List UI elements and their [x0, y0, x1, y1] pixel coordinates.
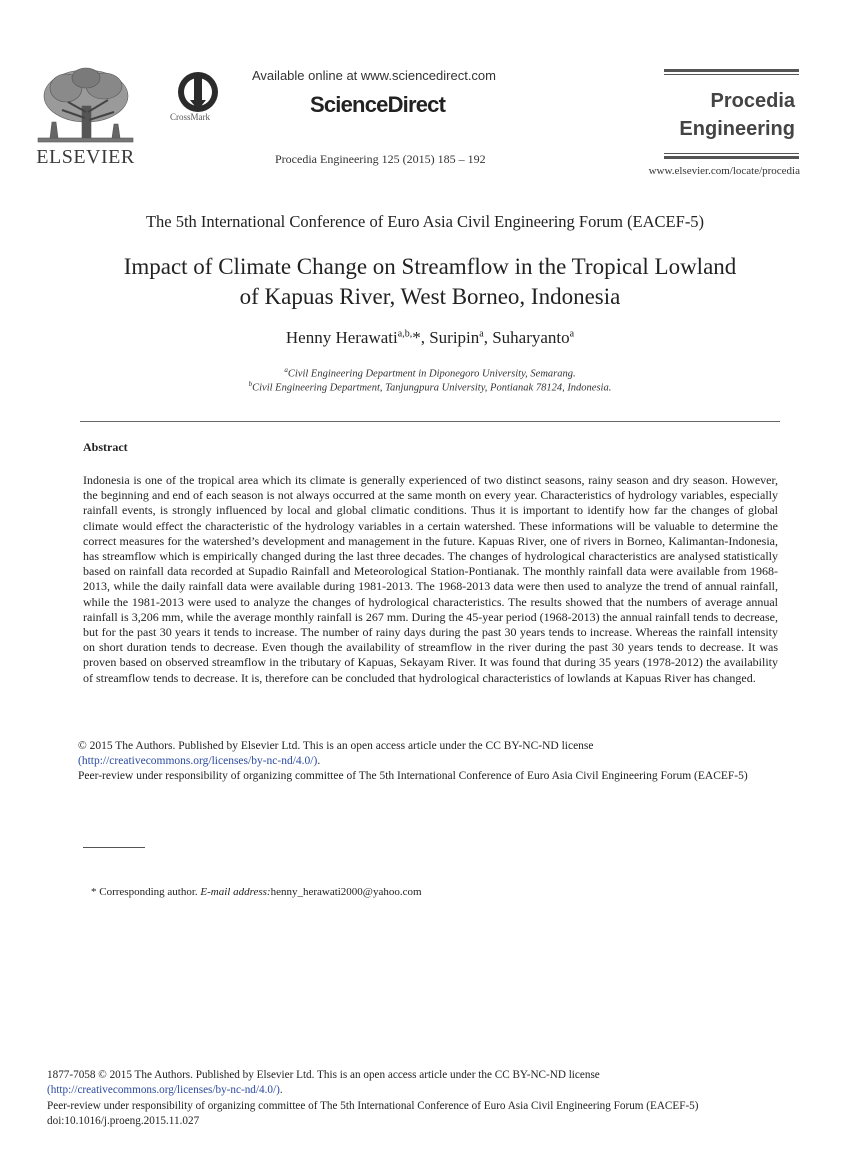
- corresponding-author-mark[interactable]: *: [412, 328, 421, 347]
- author-affiliation-mark: a: [479, 328, 484, 340]
- elsevier-logo[interactable]: [28, 66, 143, 166]
- conference-name: The 5th International Conference of Euro Asia Civil Engineering Forum (EACEF-5): [145, 212, 705, 231]
- doi-link[interactable]: doi:10.1016/j.proeng.2015.11.027: [47, 1114, 200, 1127]
- section-divider: [80, 421, 780, 422]
- publisher-name: ELSEVIER: [36, 146, 135, 168]
- footnote-prefix: * Corresponding author.: [91, 886, 201, 898]
- footer-license-text: 1877-7058 © 2015 The Authors. Published by Elsevier Ltd. This is an open access article under the CC BY-NC-ND license: [47, 1069, 600, 1081]
- paper-title: [60, 252, 800, 312]
- sciencedirect-logo[interactable]: ScienceDirect: [310, 92, 446, 117]
- journal-citation: Procedia Engineering 125 (2015) 185 – 192: [275, 152, 486, 166]
- crossmark-icon: [176, 70, 220, 114]
- page-footer: [47, 1068, 807, 1129]
- author-affiliation-mark: a,b,: [397, 328, 413, 340]
- license-link[interactable]: (http://creativecommons.org/licenses/by-nc-nd/4.0/): [78, 755, 318, 767]
- journal-name-line1: Procedia: [710, 90, 795, 112]
- license-link-end: .: [317, 755, 321, 767]
- footer-link-end: .: [279, 1084, 283, 1097]
- abstract-heading: Abstract: [83, 440, 128, 454]
- license-text: © 2015 The Authors. Published by Elsevier Ltd. This is an open access article under the CC BY-NC-ND license: [78, 740, 594, 752]
- footer-peer-review: Peer-review under responsibility of organizing committee of The 5th International Conference of Euro Asia Civil Engineering Forum (EACEF-5): [47, 1099, 699, 1112]
- author-name: , Suharyanto: [483, 328, 570, 347]
- footnote-divider: [83, 847, 145, 848]
- author-name: Henny Herawati: [285, 328, 398, 347]
- title-line-1: Impact of Climate Change on Streamflow in the Tropical Lowland: [123, 254, 737, 279]
- author-name: , Suripin: [420, 328, 480, 347]
- email-label: E-mail address:: [200, 886, 271, 898]
- email-link[interactable]: henny_herawati2000@yahoo.com: [270, 886, 422, 898]
- crossmark-badge[interactable]: [170, 70, 230, 126]
- available-online-text: Available online at www.sciencedirect.com: [252, 68, 496, 83]
- author-affiliation-mark: a: [569, 328, 575, 340]
- masthead-rule: [664, 153, 799, 154]
- affiliation-text: Civil Engineering Department in Diponegoro University, Semarang.: [287, 368, 576, 380]
- peer-review-text: Peer-review under responsibility of organizing committee of The 5th International Conference of Euro Asia Civil Engineering Forum (EACEF-5): [78, 770, 748, 782]
- footer-license-link[interactable]: (http://creativecommons.org/licenses/by-nc-nd/4.0/): [47, 1084, 280, 1097]
- journal-name-line2: Engineering: [679, 118, 795, 140]
- title-line-2: of Kapuas River, West Borneo, Indonesia: [239, 284, 621, 309]
- masthead-rule: [664, 74, 799, 75]
- corresponding-author-footnote: [91, 886, 422, 898]
- author-list: [0, 328, 850, 348]
- journal-masthead: [664, 69, 799, 159]
- affiliation-mark: b: [248, 380, 253, 388]
- abstract-body: Indonesia is one of the tropical area which its climate is generally experienced of two distinct seasons, rainy season and dry season. However, the beginning and end of each season is not always occurred at the same month on every year. Characteristics of hydrology variables, especially rainfall events, is strongly influenced by local and global climatic conditions. Thus it is important to identify how far the changes of global climate would effect the characteristic of the hydrology variables in a certain watershed. These informations will be valuable to determine the correct measures for the watershed’s development and management in the future. Kapuas River, one of rivers in Borneo, Kalimantan-Indonesia, has streamflow which is empirically changed during the last three decades. The changes of hydrological characteristics are analysed statistically based on rainfall data recorded at Supadio Rainfall and Meteorological Station-Pontianak. The monthly rainfall data were available from 1968-2013, while the daily rainfall data were available during 1981-2013. The 1968-2013 data were then used to analyze the trend of annual rainfall, while the 1981-2013 were used to analyze the changes of hydrological characteristics. The results showed that the numbers of average annual rainfall is 3,206 mm, while the average monthly rainfall is 267 mm. During the 45-year period (1968-2013) the annual rainfall tends to decrease, but for the past 30 years it tends to increase. The number of rainy days during the past 30 years tends to increase. Whereas the rainfall intensity on short duration tends to decrease. Even though the availability of streamflow in the river during the past 30 years tends to decrease. It was proven based on observed streamflow in the tributary of Kapuas, Sekayam River. It was found that during 35 years (1978-2012) the availability of streamflow tends to decrease. It is, therefore can be concluded that hydrological characteristics of lowlands at Kapuas River has changed.: [83, 473, 778, 685]
- masthead-rule: [664, 156, 799, 159]
- affiliation-mark: a: [284, 366, 288, 374]
- affiliation-text: Civil Engineering Department, Tanjungpura University, Pontianak 78124, Indonesia.: [252, 382, 612, 394]
- elsevier-tree-icon: [28, 66, 143, 148]
- crossmark-label: CrossMark: [170, 112, 210, 122]
- journal-name: [679, 87, 795, 143]
- affiliation-b: [0, 380, 850, 394]
- journal-url-link[interactable]: www.elsevier.com/locate/procedia: [648, 165, 800, 177]
- affiliation-a: [0, 366, 850, 380]
- masthead-rule: [664, 69, 799, 72]
- license-notice: [78, 739, 778, 784]
